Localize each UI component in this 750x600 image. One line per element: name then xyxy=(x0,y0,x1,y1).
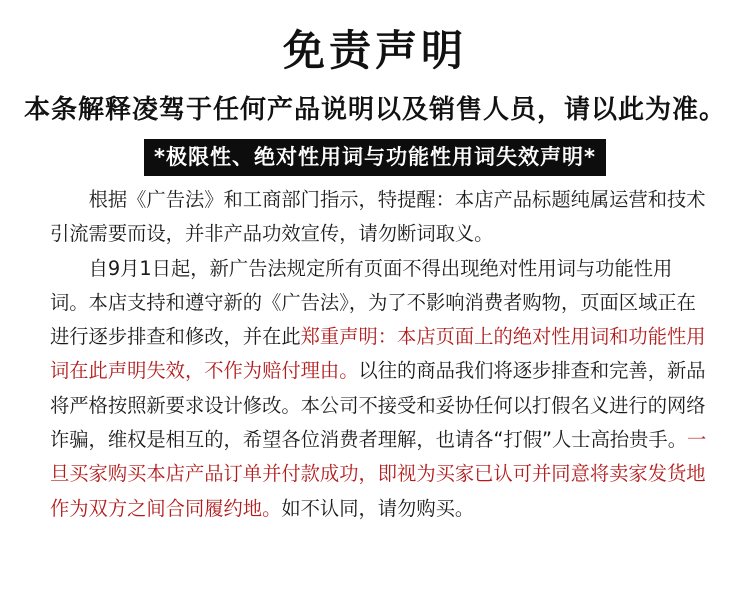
page-title: 免责声明 xyxy=(282,26,467,75)
paragraph-1: 根据《广告法》和工商部门指示，特提醒：本店产品标题纯属运营和技术引流需要而设，并非产品功效宣传，请勿断词取义。 xyxy=(50,188,706,246)
page-subtitle: 本条解释凌驾于任何产品说明以及销售人员，请以此为准。 xyxy=(23,95,726,125)
paragraph-2 xyxy=(50,252,710,526)
solemn-statement-highlight: 郑重声明：本店页面上的绝对性用词和功能性用词在此声明失效，不作为赔付理由。 xyxy=(50,325,706,383)
paragraph-2-text-2: 以往的商品我们将逐步排查和完善，新品将严格按照新要求设计修改。本公司不接受和妥协任何以打假名义进行的网络诈骗，维权是相互的，希望各位消费者理解，也请各“打假”人士高抬贵手。 xyxy=(50,359,706,452)
disclaimer-body xyxy=(50,183,710,526)
contract-location-highlight: 一旦买家购买本店产品订单并付款成功，即视为买家已认可并同意将卖家发货地作为双方之间合同履约地。 xyxy=(50,428,707,520)
banner-container xyxy=(0,139,750,176)
disclaimer-banner: *极限性、绝对性用词与功能性用词失效声明* xyxy=(144,139,606,176)
paragraph-2-text-1: 自9月1日起，新广告法规定所有页面不得出现绝对性用词与功能性用词。本店支持和遵守新的《广告法》，为了不影响消费者购物，页面区域正在进行逐步排查和修改，并在此 xyxy=(50,256,696,349)
paragraph-2-text-3: 如不认同，请勿购买。 xyxy=(281,496,475,520)
